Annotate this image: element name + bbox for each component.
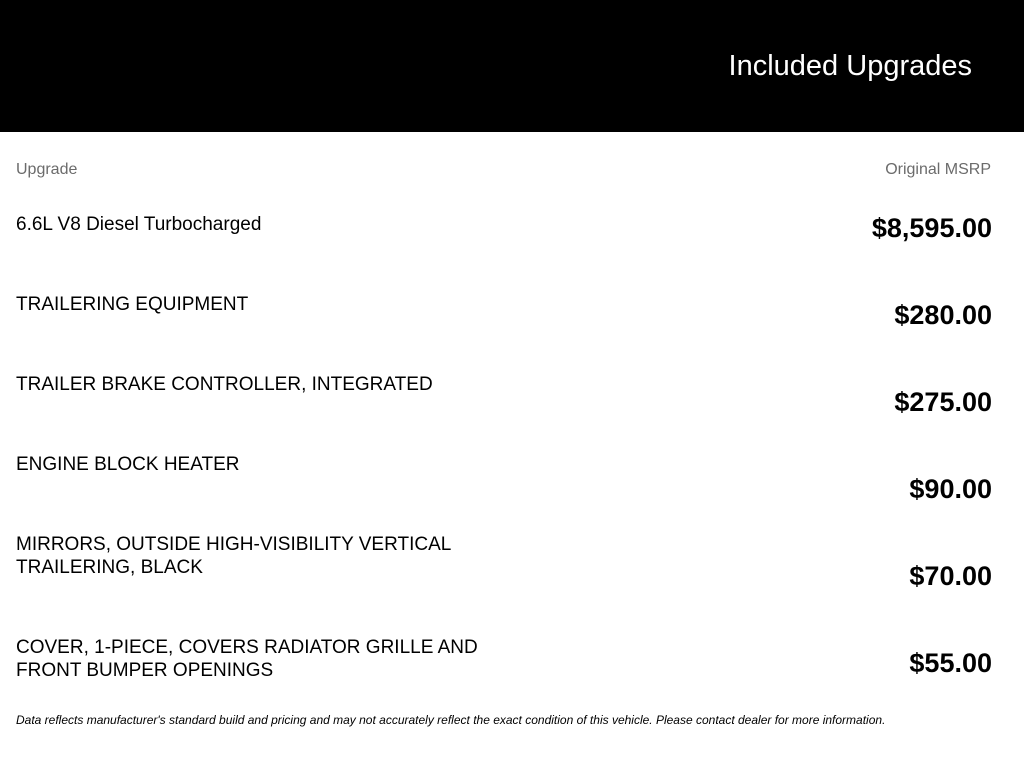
upgrade-name: TRAILER BRAKE CONTROLLER, INTEGRATED — [16, 374, 433, 395]
upgrade-name: MIRRORS, OUTSIDE HIGH-VISIBILITY VERTICAL TRAILERING, BLACK — [16, 534, 451, 578]
upgrade-price: $70.00 — [909, 561, 992, 591]
column-header-msrp: Original MSRP — [885, 161, 991, 178]
upgrade-name: COVER, 1-PIECE, COVERS RADIATOR GRILLE AND FRONT BUMPER OPENINGS — [16, 637, 478, 681]
column-header-upgrade: Upgrade — [16, 161, 78, 178]
upgrade-name: TRAILERING EQUIPMENT — [16, 294, 249, 315]
upgrade-price: $275.00 — [894, 387, 992, 417]
page-title: Included Upgrades — [728, 50, 972, 82]
page-header — [0, 0, 1024, 132]
upgrade-name: 6.6L V8 Diesel Turbocharged — [16, 214, 262, 235]
upgrade-price: $55.00 — [909, 648, 992, 678]
upgrade-price: $90.00 — [909, 474, 992, 504]
disclaimer-text: Data reflects manufacturer's standard build and pricing and may not accurately reflect the exact condition of this vehicle. Please contact dealer for more information. — [16, 713, 886, 727]
upgrade-price: $280.00 — [894, 300, 992, 330]
upgrade-name: ENGINE BLOCK HEATER — [16, 454, 240, 475]
upgrade-price: $8,595.00 — [871, 213, 992, 243]
